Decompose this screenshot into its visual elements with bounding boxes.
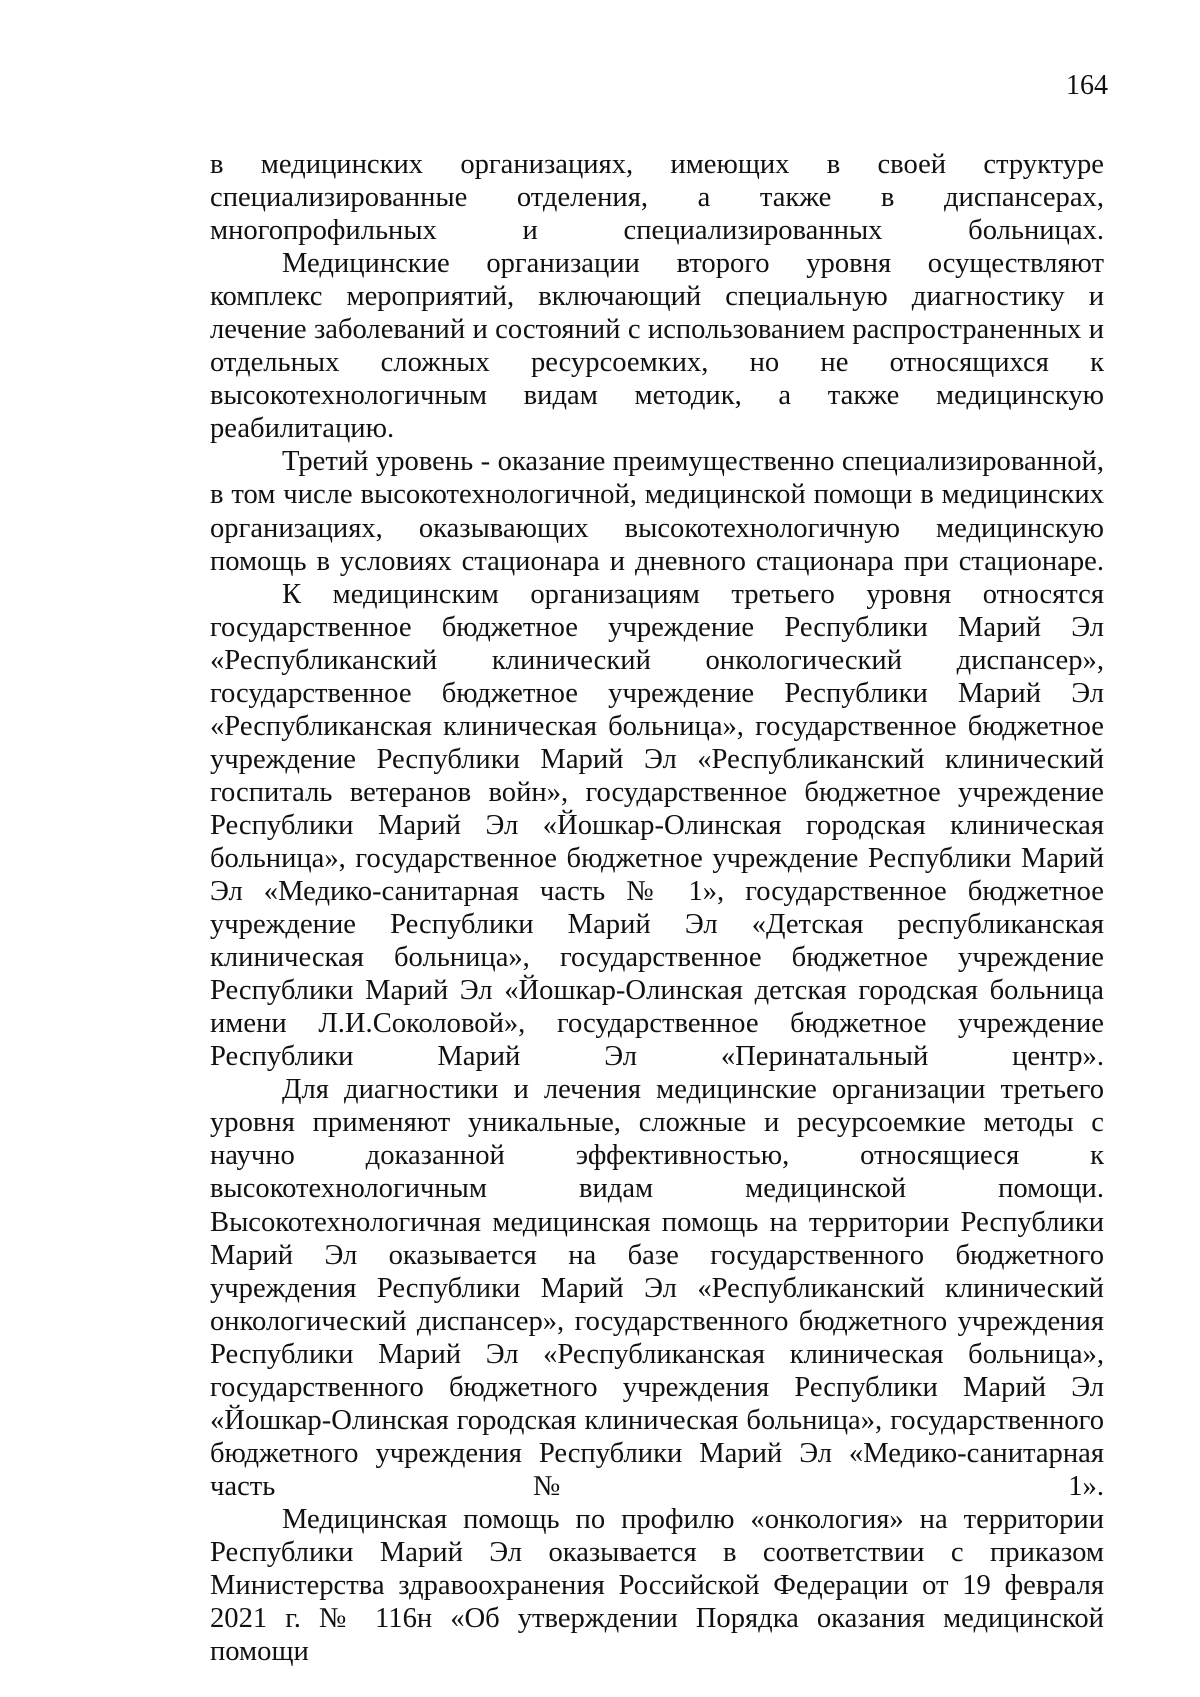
document-body (210, 148, 1104, 1668)
paragraph-third-level: Третий уровень - оказание преимущественно специализированной, в том числе высокотехнологичной, медицинской помощи в медицинских организациях, оказывающих высокотехнологичную медицинскую помощь в условиях стационара и дневного стационара при стационаре. (210, 446, 1104, 577)
page-number: 164 (1066, 70, 1108, 101)
paragraph-continuation: в медицинских организациях, имеющих в своей структуре специализированные отделения, а также в диспансерах, многопрофильных и специализированных больницах. (210, 149, 1104, 247)
paragraph-second-level: Медицинские организации второго уровня осуществляют комплекс мероприятий, включающий специальную диагностику и лечение заболеваний и состояний с использованием распространенных и отдельных сложных ресурсоемких, но не относящихся к высокотехнологичным видам методик, а также медицинскую реабилитацию. (210, 248, 1104, 445)
paragraph-third-level-organizations: К медицинским организациям третьего уровня относятся государственное бюджетное учреждение Республики Марий Эл «Республиканский клинический онкологический диспансер», государственное бюджетное учреждение Республики Марий Эл «Республиканская клиническая больница», государственное бюджетное учреждение Республики Марий Эл «Республиканский клинический госпиталь ветеранов войн», государственное бюджетное учреждение Республики Марий Эл «Йошкар-Олинская городская клиническая больница», государственное бюджетное учреждение Республики Марий Эл «Медико-санитарная часть № 1», государственное бюджетное учреждение Республики Марий Эл «Детская республиканская клиническая больница», государственное бюджетное учреждение Республики Марий Эл «Йошкар-Олинская детская городская больница имени Л.И.Соколовой», государственное бюджетное учреждение Республики Марий Эл «Перинатальный центр». (210, 578, 1104, 1073)
paragraph-oncology: Медицинская помощь по профилю «онкология» на территории Республики Марий Эл оказывается в соответствии с приказом Министерства здравоохранения Российской Федерации от 19 февраля 2021 г. № 116н «Об утверждении Порядка оказания медицинской помощи (210, 1503, 1104, 1668)
paragraph-high-tech-care: Для диагностики и лечения медицинские организации третьего уровня применяют уникальные, сложные и ресурсоемкие методы с научно доказанной эффективностью, относящиеся к высокотехнологичным видам медицинской помощи. Высокотехнологичная медицинская помощь на территории Республики Марий Эл оказывается на базе государственного бюджетного учреждения Республики Марий Эл «Республиканский клинический онкологический диспансер», государственного бюджетного учреждения Республики Марий Эл «Республиканская клиническая больница», государственного бюджетного учреждения Республики Марий Эл «Йошкар-Олинская городская клиническая больница», государственного бюджетного учреждения Республики Марий Эл «Медико-санитарная часть № 1». (210, 1074, 1104, 1502)
